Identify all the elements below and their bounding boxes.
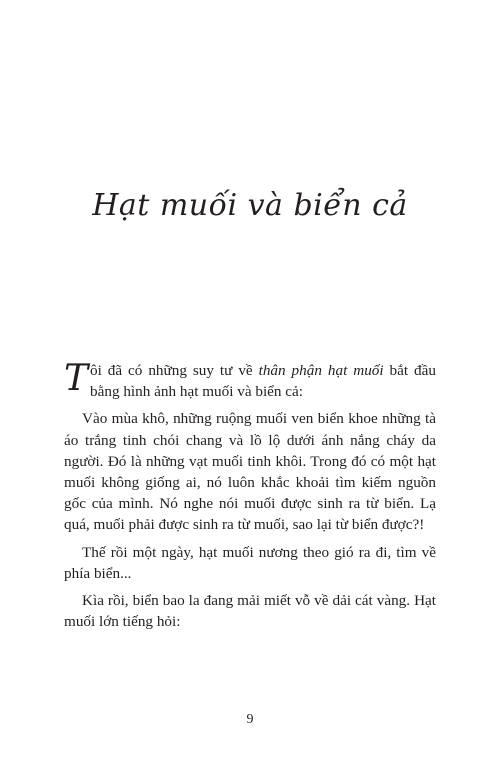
paragraph-4: Kìa rồi, biển bao la đang mải miết vỗ về dải cát vàng. Hạt muối lớn tiếng hỏi: [64, 592, 436, 631]
paragraph-1 [64, 360, 436, 402]
paragraph-2: Vào mùa khô, những ruộng muối ven biển khoe những tà áo trắng tinh chói chang và lồ lộ dưới ánh nắng cháy da người. Đó là những vạt muối tinh khôi. Trong đó có một hạt muối không giống ai, nó luôn khắc khoải tìm kiếm nguồn gốc của mình. Nó nghe nói muối được sinh ra từ biển. Lạ quá, muối phải được sinh ra từ muối, sao lại từ biển được?! [64, 410, 436, 534]
chapter-title: Hạt muối và biển cả [92, 188, 408, 223]
paragraph-1-emphasis: thân phận hạt muối [258, 362, 384, 379]
body-text [64, 360, 436, 638]
page-number: 9 [246, 712, 254, 727]
drop-cap: T [64, 358, 89, 399]
paragraph-3: Thế rồi một ngày, hạt muối nương theo gió ra đi, tìm về phía biển... [64, 543, 436, 582]
paragraph-1-text-before: ôi đã có những suy tư về [90, 362, 259, 379]
paragraph-1-text-after: bắt đầu bằng hình ảnh hạt muối và biển cả: [90, 362, 436, 401]
